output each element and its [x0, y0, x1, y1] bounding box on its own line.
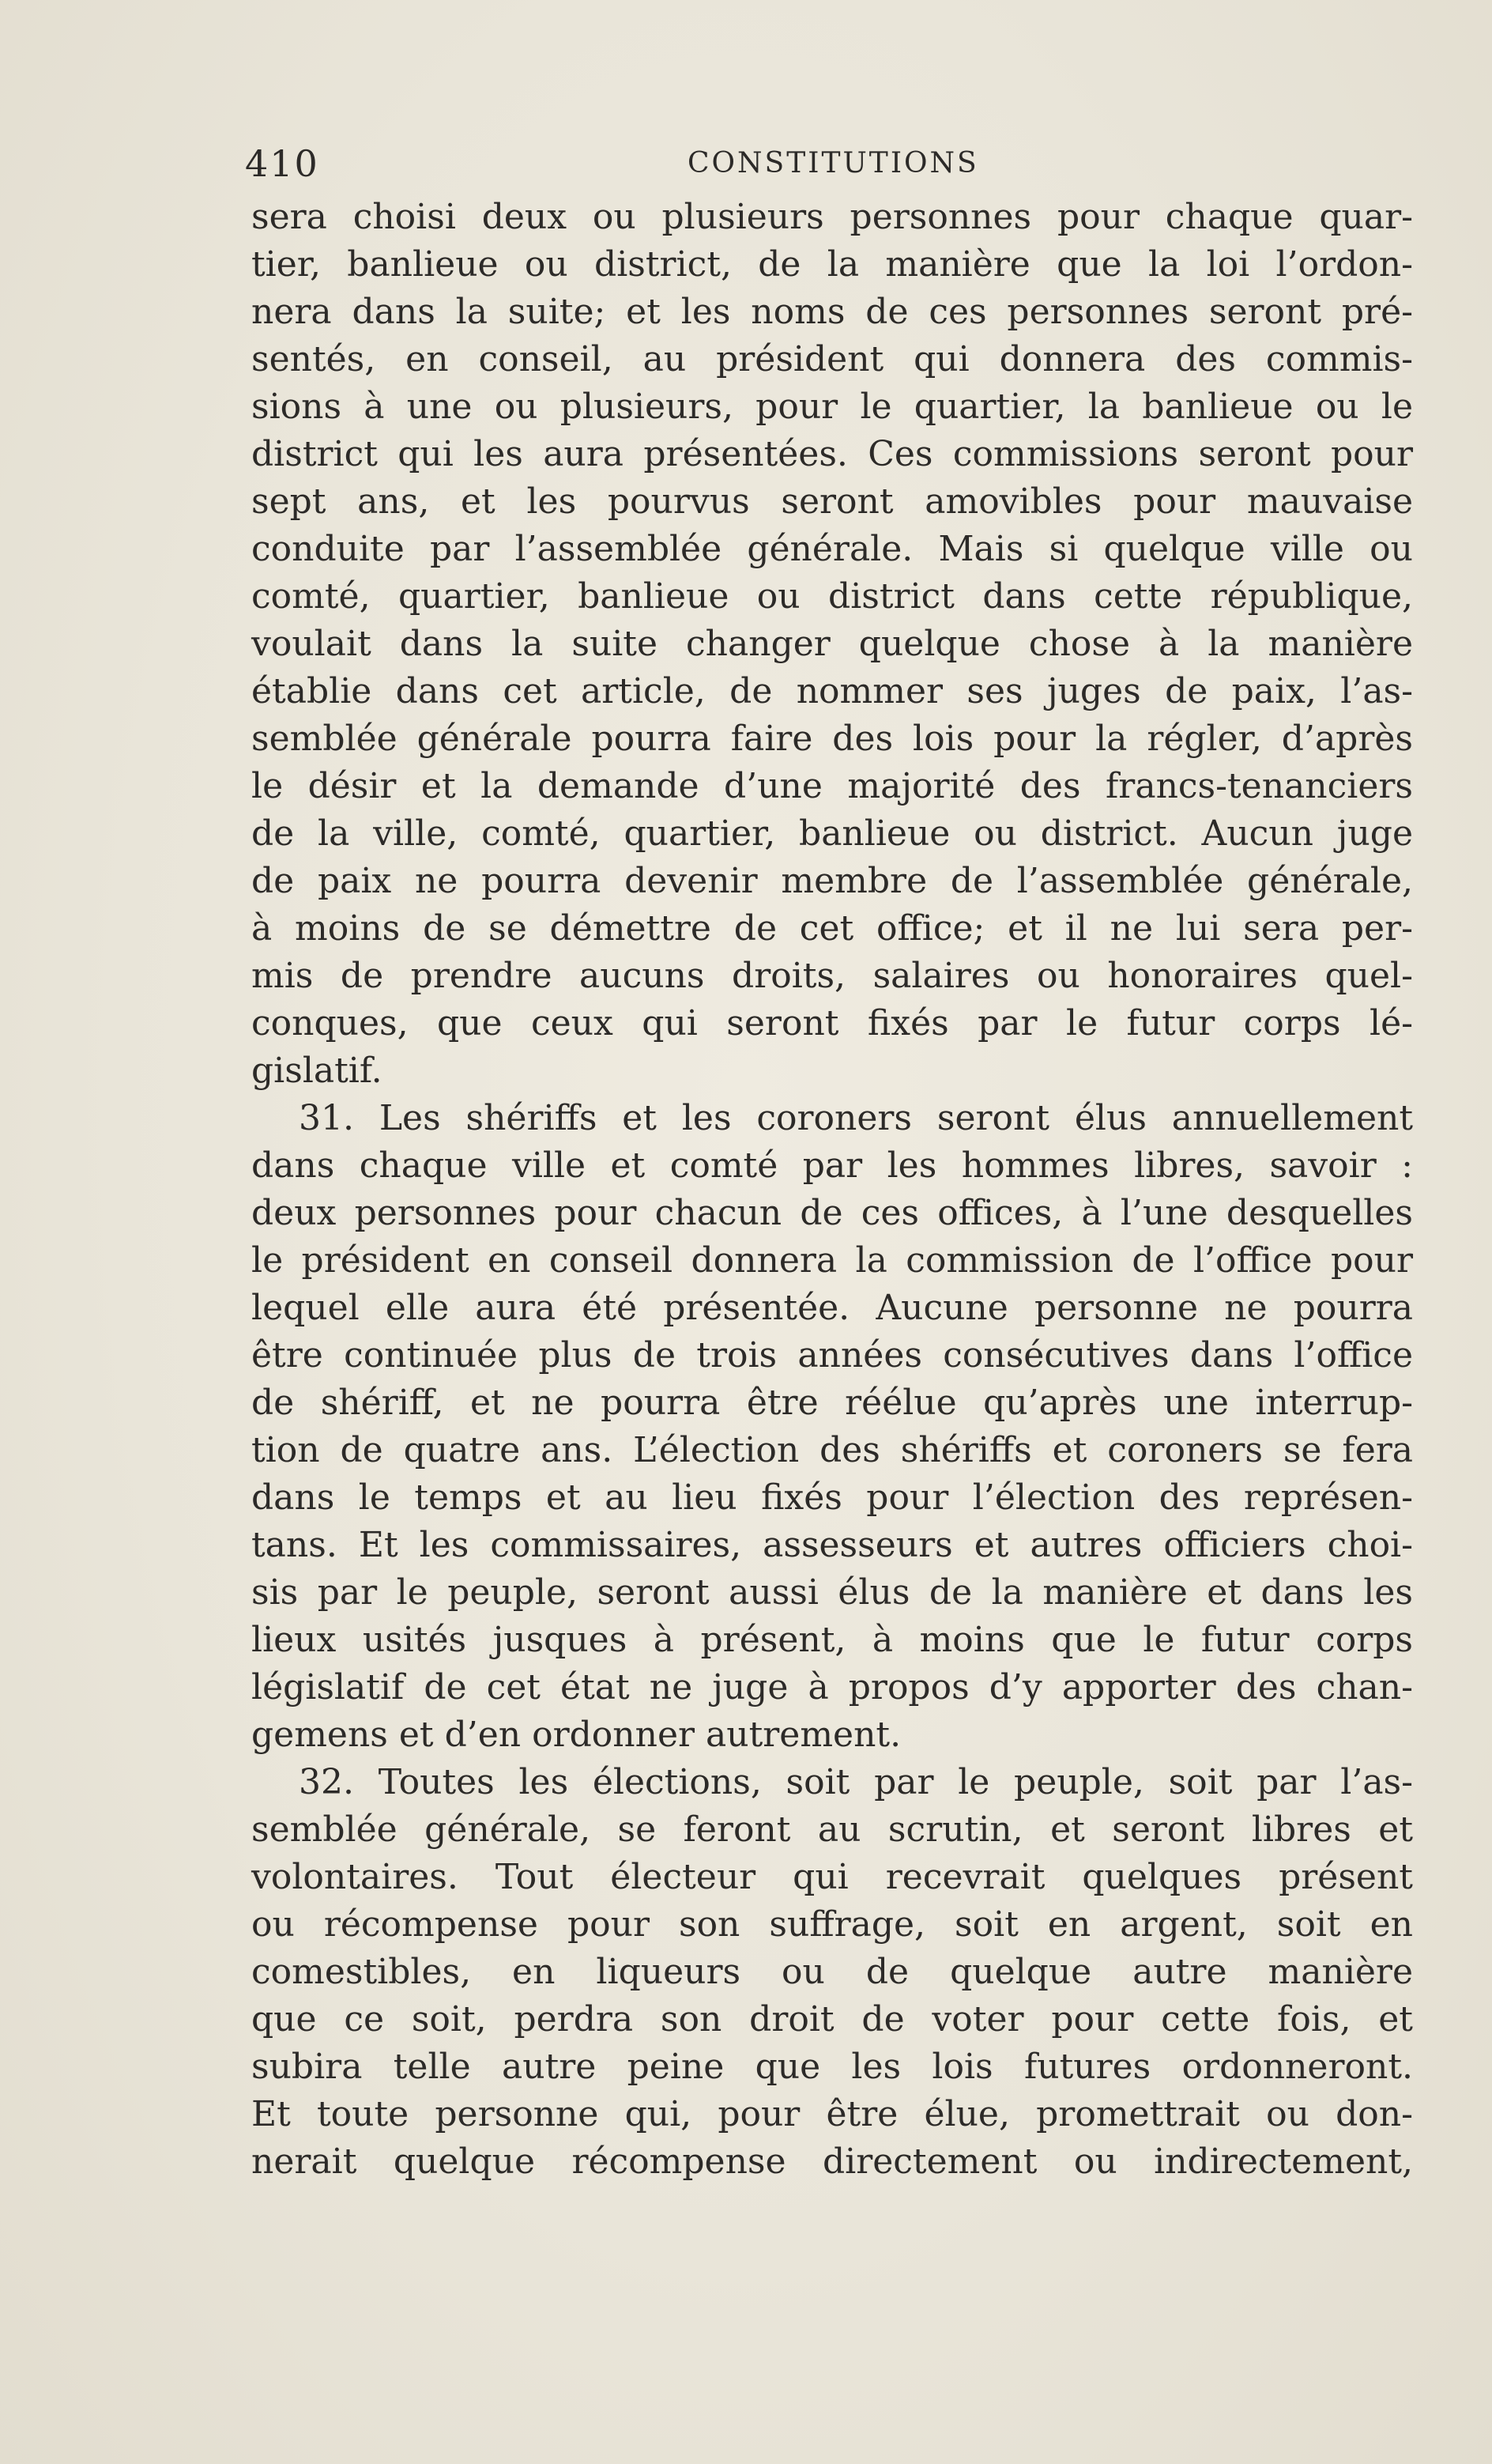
- text-line: nerait quelque récompense directement ou indirectement,: [251, 2141, 1413, 2182]
- text-line: comté, quartier, banlieue ou district dans cette république,: [251, 576, 1413, 617]
- text-line: le président en conseil donnera la commission de l’office pour: [251, 1240, 1413, 1281]
- text-line: être continuée plus de trois années consécutives dans l’office: [251, 1335, 1413, 1375]
- text-line: tier, banlieue ou district, de la manière que la loi l’ordon-: [251, 244, 1413, 285]
- running-head: [245, 142, 1415, 190]
- text-line: semblée générale, se feront au scrutin, et seront libres et: [251, 1809, 1413, 1850]
- text-line: nera dans la suite; et les noms de ces personnes seront pré-: [251, 292, 1413, 332]
- text-line: le désir et la demande d’une majorité des francs-tenanciers: [251, 766, 1413, 806]
- text-line: mis de prendre aucuns droits, salaires ou honoraires quel-: [251, 956, 1413, 996]
- text-line: tans. Et les commissaires, assesseurs et autres officiers choi-: [251, 1525, 1413, 1565]
- text-line: dans chaque ville et comté par les hommes libres, savoir :: [251, 1145, 1413, 1186]
- text-line: semblée générale pourra faire des lois pour la régler, d’après: [251, 719, 1413, 759]
- text-line: sera choisi deux ou plusieurs personnes pour chaque quar-: [251, 197, 1413, 237]
- text-line: Et toute personne qui, pour être élue, promettrait ou don-: [251, 2094, 1413, 2134]
- text-line: lieux usités jusques à présent, à moins que le futur corps: [251, 1620, 1413, 1660]
- text-line: que ce soit, perdra son droit de voter pour cette fois, et: [251, 1999, 1413, 2039]
- text-line: sentés, en conseil, au président qui donnera des commis-: [251, 339, 1413, 379]
- text-line: lequel elle aura été présentée. Aucune personne ne pourra: [251, 1288, 1413, 1328]
- text-line: sions à une ou plusieurs, pour le quartier, la banlieue ou le: [251, 387, 1413, 427]
- text-line: de shériff, et ne pourra être réélue qu’après une interrup-: [251, 1383, 1413, 1423]
- paragraph-end-line: gislatif.: [251, 1051, 382, 1091]
- text-line: district qui les aura présentées. Ces commissions seront pour: [251, 434, 1413, 474]
- text-line: sept ans, et les pourvus seront amovibles pour mauvaise: [251, 481, 1413, 522]
- text-line: conques, que ceux qui seront fixés par le futur corps lé-: [251, 1003, 1413, 1043]
- text-line: dans le temps et au lieu fixés pour l’élection des représen-: [251, 1477, 1413, 1518]
- text-line: à moins de se démettre de cet office; et il ne lui sera per-: [251, 908, 1413, 949]
- text-line: volontaires. Tout électeur qui recevrait quelques présent: [251, 1857, 1413, 1897]
- text-line: deux personnes pour chacun de ces offices, à l’une desquelles: [251, 1193, 1413, 1233]
- article-31-start: 31. Les shériffs et les coroners seront élus annuellement: [299, 1098, 1413, 1138]
- text-line: législatif de cet état ne juge à propos d’y apporter des chan-: [251, 1667, 1413, 1707]
- text-line: sis par le peuple, seront aussi élus de la manière et dans les: [251, 1572, 1413, 1613]
- text-line: conduite par l’assemblée générale. Mais si quelque ville ou: [251, 529, 1413, 569]
- article-32-start: 32. Toutes les élections, soit par le peuple, soit par l’as-: [299, 1762, 1413, 1802]
- text-line: de la ville, comté, quartier, banlieue ou district. Aucun juge: [251, 813, 1413, 854]
- text-line: tion de quatre ans. L’élection des shériffs et coroners se fera: [251, 1430, 1413, 1470]
- text-line: ou récompense pour son suffrage, soit en argent, soit en: [251, 1904, 1413, 1945]
- page-number: 410: [245, 142, 319, 185]
- text-line: subira telle autre peine que les lois futures ordonneront.: [251, 2047, 1413, 2087]
- text-line: établie dans cet article, de nommer ses juges de paix, l’as-: [251, 671, 1413, 711]
- paragraph-end-line: gemens et d’en ordonner autrement.: [251, 1715, 902, 1755]
- text-line: comestibles, en liqueurs ou de quelque autre manière: [251, 1952, 1413, 1992]
- running-title: CONSTITUTIONS: [688, 147, 979, 179]
- body-text: [251, 194, 1413, 2186]
- text-line: de paix ne pourra devenir membre de l’assemblée générale,: [251, 861, 1413, 901]
- text-line: voulait dans la suite changer quelque chose à la manière: [251, 624, 1413, 664]
